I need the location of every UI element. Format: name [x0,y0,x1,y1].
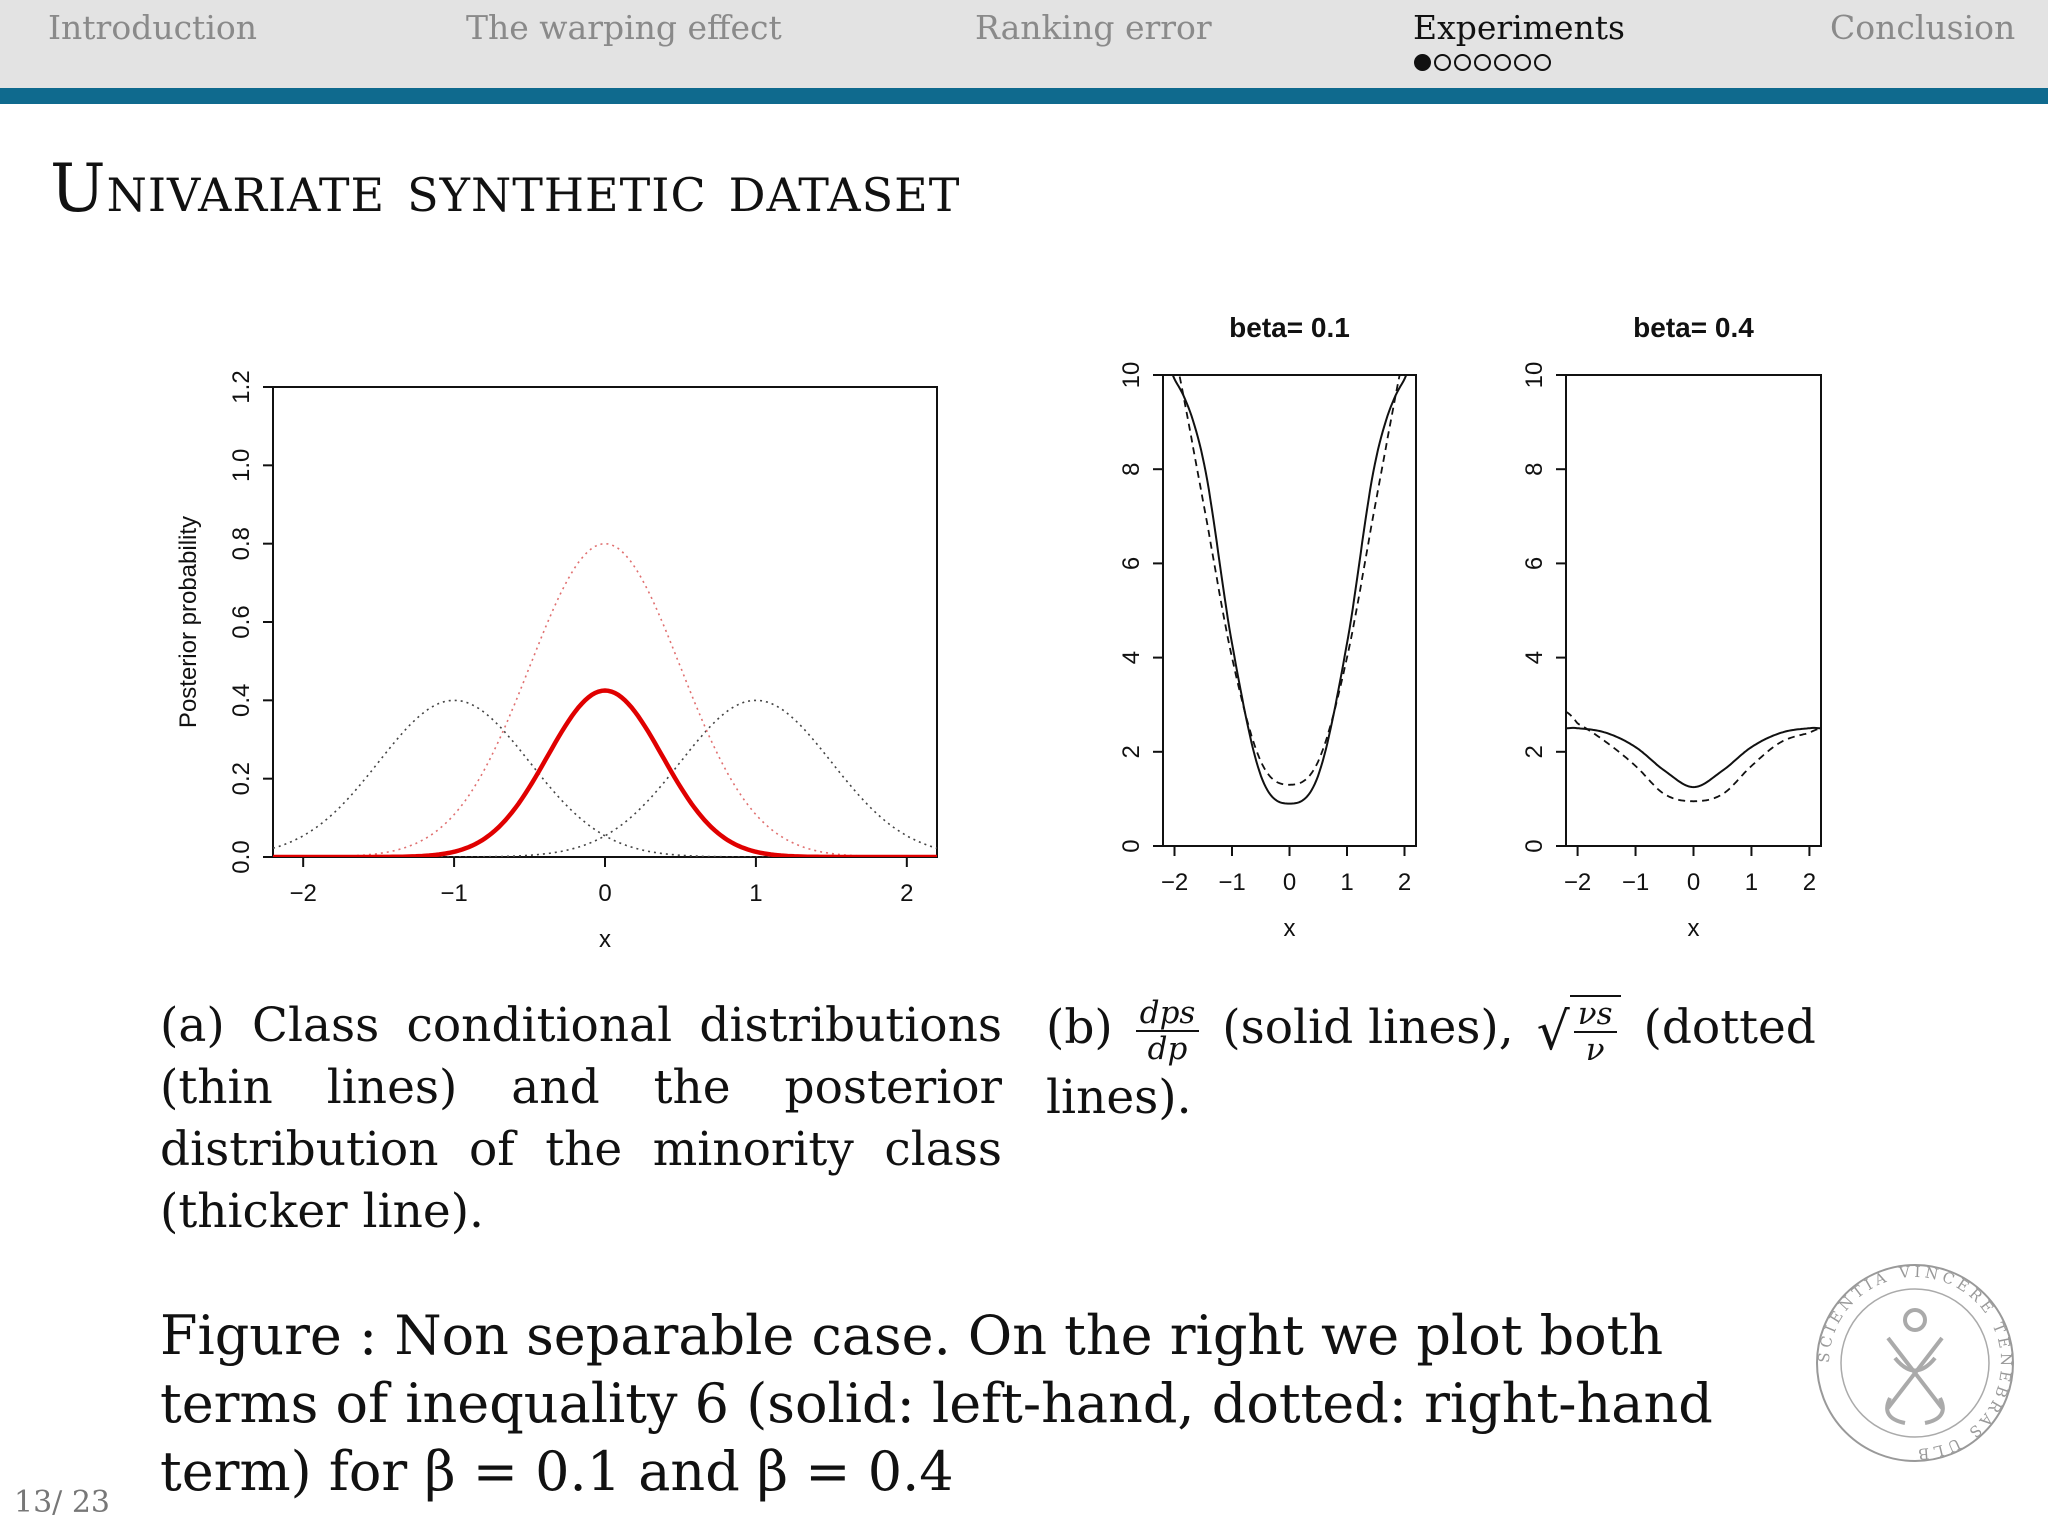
caption-b-suffix: (dotted lines). [1046,1000,1816,1125]
nav-item-ranking-error[interactable]: Ranking error [975,8,1212,47]
caption-b-middle: (solid lines), [1222,1000,1514,1055]
x-tick-label: 2 [900,880,914,907]
y-tick-label: 4 [1521,650,1548,665]
y-tick-label: 6 [1521,556,1548,571]
dps-dp-fraction [1136,996,1200,1066]
sqrt-denominator: ν [1585,1032,1605,1068]
x-tick-label: −2 [289,880,317,907]
series-line-dps-dp [1566,728,1821,787]
y-tick-label: 10 [1118,361,1145,389]
y-tick-label: 0.4 [228,683,255,718]
nav-item-experiments[interactable]: Experiments [1413,8,1625,47]
x-tick-label: 0 [1282,869,1297,896]
y-tick-label: 1.0 [228,448,255,483]
series-line-dps-dp [1163,372,1416,803]
caption-b [1046,995,1886,1129]
plot-frame [1566,375,1821,846]
ulb-seal-logo [1810,1258,2020,1468]
fraction-numerator: dps [1136,996,1200,1032]
figure-caption: Figure : Non separable case. On the right we plot both terms of inequality 6 (solid: left-hand, dotted: right-hand term) for β = 0.1 and β = 0.4 [160,1304,1713,1503]
nav-item-warping-effect[interactable]: The warping effect [466,8,782,47]
sqrt-numerator: νs [1574,997,1617,1033]
x-tick-label: 1 [749,880,763,907]
y-tick-label: 0.0 [228,840,255,874]
sqrt-expression: √ $\frac{\nu s}{\nu}$ [1537,995,1621,1067]
x-tick-label: 2 [1802,869,1817,896]
y-tick-label: 6 [1118,556,1145,571]
svg-text:SCIENTIA VINCERE TENEBRAS ULB [1815,1263,2015,1464]
y-tick-label: 0 [1521,839,1548,853]
x-tick-label: −1 [1621,869,1650,896]
x-tick-label: 0 [598,880,612,907]
x-tick-label: −2 [1160,869,1189,896]
torch-emblem-icon [1887,1310,1943,1423]
y-tick-label: 0.8 [228,526,255,561]
y-tick-label: 2 [1521,745,1548,759]
y-tick-label: 0 [1118,839,1145,853]
x-tick-label: −1 [440,880,468,907]
slide-title: Univariate synthetic dataset [50,150,961,227]
caption-b-label: (b) [1046,1000,1113,1055]
series-line-posterior-of-minority-class [273,691,937,858]
x-axis-label: x [1283,915,1296,942]
seal-text: SCIENTIA VINCERE TENEBRAS ULB [1814,1262,2016,1464]
page-number: 13/ 23 [14,1485,110,1520]
y-tick-label: 8 [1118,462,1145,476]
y-tick-label: 0.2 [228,761,255,796]
series-line-class-density-n-1-1- [273,700,937,857]
y-tick-label: 8 [1521,462,1548,476]
nav-item-introduction[interactable]: Introduction [48,8,257,47]
x-tick-label: −1 [1218,869,1246,896]
chart-title: beta= 0.1 [1229,312,1350,343]
y-axis-label: Posterior probability [175,515,202,729]
x-tick-label: 0 [1686,869,1701,896]
series-line-class-density-n-1-1- [273,700,937,857]
plot-frame [273,387,937,857]
y-tick-label: 4 [1118,650,1145,665]
x-axis-label: x [599,926,611,953]
x-tick-label: 1 [1340,869,1354,896]
y-tick-label: 1.2 [228,370,255,404]
y-tick-label: 2 [1118,745,1145,759]
chart-title: beta= 0.4 [1633,312,1754,343]
y-tick-label: 10 [1521,361,1548,389]
fraction-denominator: dp [1147,1031,1188,1067]
series-line-minority-class-density-n-0-0-5- [273,544,937,857]
caption-a: (a) Class conditional distributions (thin lines) and the posterior distribution of the minority class (thicker line). [160,998,1002,1239]
nav-item-conclusion[interactable]: Conclusion [1830,8,2016,47]
x-tick-label: −2 [1563,869,1592,896]
x-tick-label: 2 [1397,869,1412,896]
y-tick-label: 0.6 [228,605,255,639]
x-axis-label: x [1687,915,1700,942]
x-tick-label: 1 [1744,869,1759,896]
